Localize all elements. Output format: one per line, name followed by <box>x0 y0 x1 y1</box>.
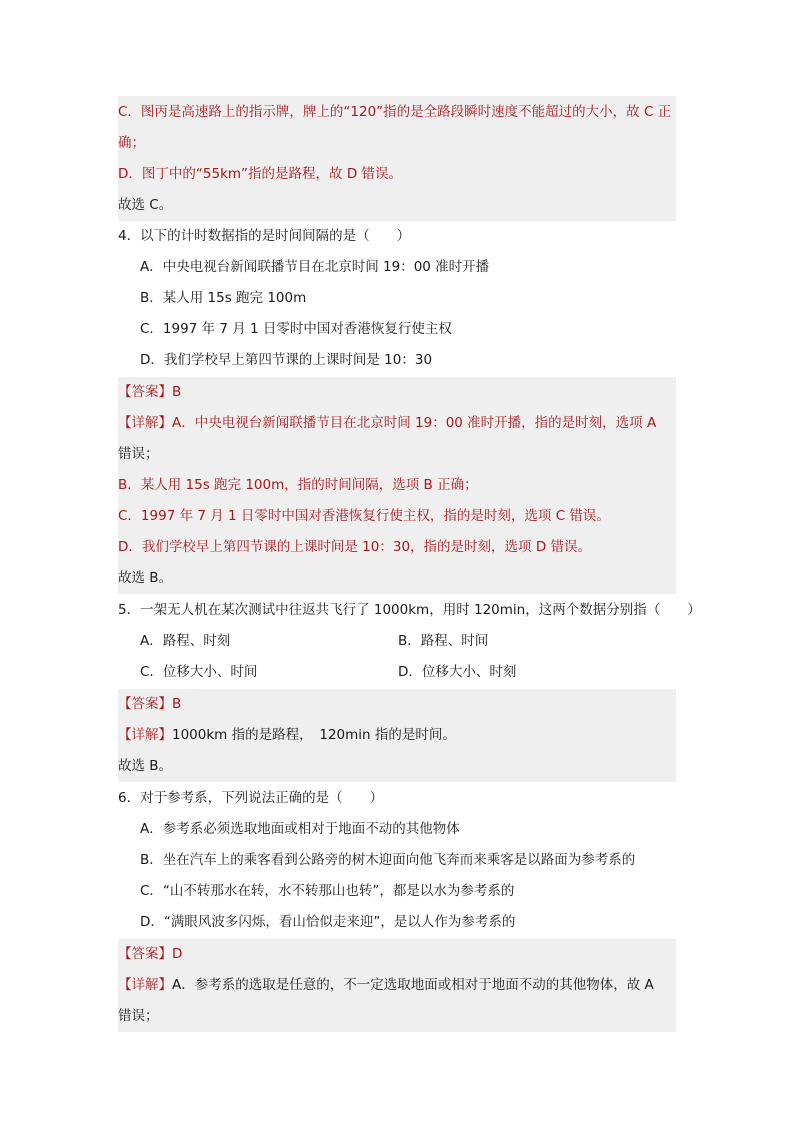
option-a: A．中央电视台新闻联播节目在北京时间 19：00 准时开播 <box>140 259 490 275</box>
option-b: B．路程、时间 <box>398 633 489 649</box>
detail-text: 1000km 指的是路程， 120min 指的是时间。 <box>172 727 456 743</box>
option-b: B．某人用 15s 跑完 100m <box>140 290 307 306</box>
answer-label: 【答案】B <box>118 696 182 712</box>
question-stem: 5．一架无人机在某次测试中往返共飞行了 1000km，用时 120min，这两个数据分别指（ ） <box>118 602 701 618</box>
option-c: C．1997 年 7 月 1 日零时中国对香港恢复行使主权 <box>140 321 452 337</box>
option-d: D．位移大小、时刻 <box>398 664 517 680</box>
answer-label: 【答案】B <box>118 384 182 400</box>
detail-label: 【详解】 <box>118 977 172 993</box>
option-c: C．位移大小、时间 <box>140 664 258 680</box>
option-c: C．“山不转那水在转，水不转那山也转”，都是以水为参考系的 <box>140 883 515 899</box>
detail-line <box>118 970 654 1001</box>
detail-line: D．我们学校早上第四节课的上课时间是 10：30，指的是时刻，选项 D 错误。 <box>118 539 592 555</box>
question-stem: 4．以下的计时数据指的是时间间隔的是（ ） <box>118 228 411 244</box>
detail-line <box>118 408 656 439</box>
conclusion-line: 故选 C。 <box>118 197 173 213</box>
option-d: D．“满眼风波多闪烁，看山恰似走来迎”，是以人作为参考系的 <box>140 914 516 930</box>
question-stem: 6．对于参考系，下列说法正确的是（ ） <box>118 790 384 806</box>
option-a: A．参考系必须选取地面或相对于地面不动的其他物体 <box>140 821 460 837</box>
detail-label: 【详解】 <box>118 415 172 431</box>
option-a: A．路程、时刻 <box>140 633 231 649</box>
option-d: D．我们学校早上第四节课的上课时间是 10：30 <box>140 352 433 368</box>
detail-line: C．图丙是高速路上的指示牌，牌上的“120”指的是全路段瞬时速度不能超过的大小，故 C 正 <box>118 104 672 120</box>
answer-label: 【答案】D <box>118 946 183 962</box>
detail-line: D．图丁中的“55km”指的是路程，故 D 错误。 <box>118 166 403 182</box>
detail-line: C．1997 年 7 月 1 日零时中国对香港恢复行使主权，指的是时刻，选项 C 错误。 <box>118 508 610 524</box>
detail-label: 【详解】 <box>118 727 172 743</box>
detail-line: 错误； <box>118 1008 159 1024</box>
conclusion-line: 故选 B。 <box>118 758 173 774</box>
conclusion-line: 故选 B。 <box>118 570 173 586</box>
detail-text: A．参考系的选取是任意的，不一定选取地面或相对于地面不动的其他物体，故 A <box>172 977 654 993</box>
option-b: B．坐在汽车上的乘客看到公路旁的树木迎面向他飞奔而来乘客是以路面为参考系的 <box>140 852 636 868</box>
detail-text: A．中央电视台新闻联播节目在北京时间 19：00 准时开播，指的是时刻，选项 A <box>172 415 657 431</box>
detail-line: 确； <box>118 135 145 151</box>
detail-line <box>118 720 456 751</box>
detail-line: 错误； <box>118 446 159 462</box>
detail-line: B．某人用 15s 跑完 100m，指的时间间隔，选项 B 正确； <box>118 477 478 493</box>
